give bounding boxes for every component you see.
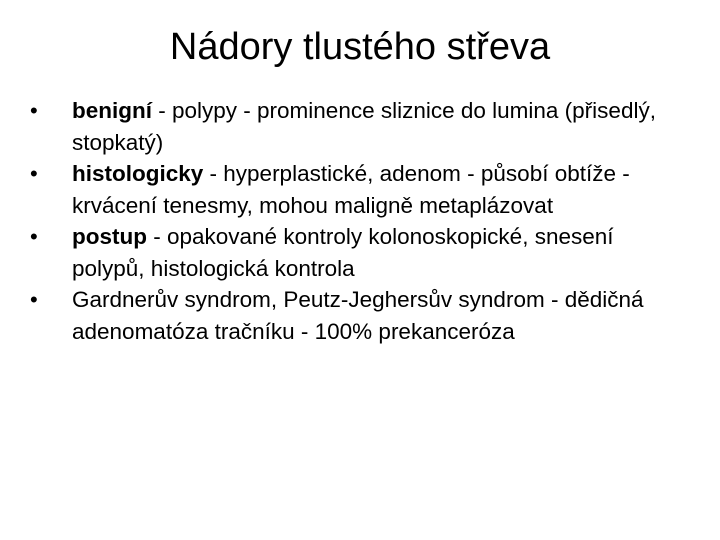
bullet-item-histology [30, 158, 670, 221]
bullet-term: histologicky [72, 161, 204, 186]
bullet-term: postup [72, 224, 147, 249]
bullet-icon: • [30, 287, 38, 312]
bullet-icon: • [30, 161, 38, 186]
slide-title: Nádory tlustého střeva [169, 26, 551, 68]
bullet-text: - hyperplastické, adenom - působí obtíže - krvácení tenesmy, mohou maligně metaplázovat [72, 161, 630, 218]
bullet-icon: • [30, 98, 38, 123]
bullet-text: Gardnerův syndrom, Peutz-Jeghersův syndrom - dědičná adenomatóza tračníku - 100% prekanceróza [72, 287, 644, 344]
bullet-list [30, 95, 670, 347]
bullet-item-syndromes [30, 284, 670, 347]
bullet-item-benign [30, 95, 670, 158]
bullet-icon: • [30, 224, 38, 249]
bullet-text: - opakované kontroly kolonoskopické, snesení polypů, histologická kontrola [72, 224, 614, 281]
bullet-term: benigní [72, 98, 152, 123]
bullet-text: - polypy - prominence sliznice do lumina (přisedlý, stopkatý) [72, 98, 656, 155]
bullet-item-procedure [30, 221, 670, 284]
